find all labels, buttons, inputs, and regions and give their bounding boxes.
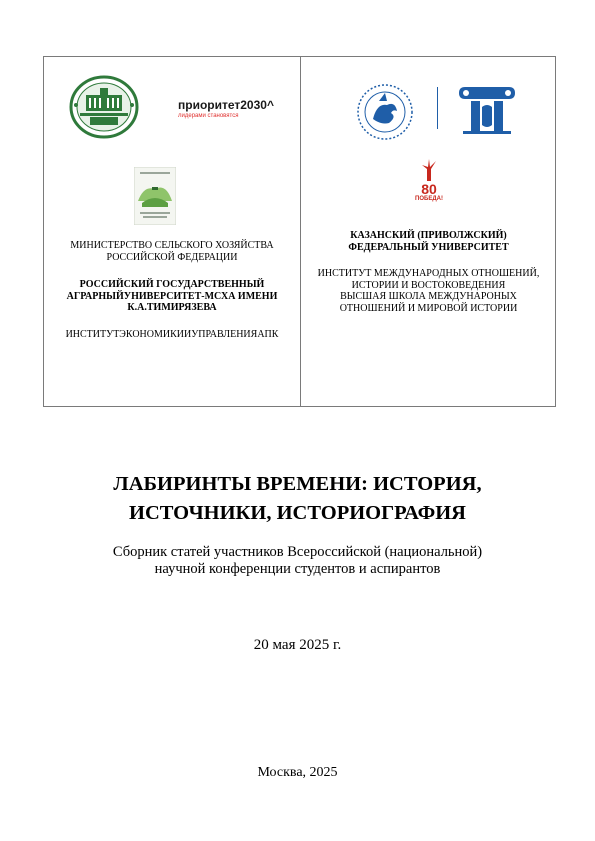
collection-subtitle-line-2: научной конференции студентов и аспирантов	[154, 561, 441, 577]
kazan-federal-university-logo-icon	[351, 83, 423, 141]
priority-2030-logo	[178, 99, 290, 120]
ministry-line-1: МИНИСТЕРСТВО СЕЛЬСКОГО ХОЗЯЙСТВА	[70, 240, 274, 251]
left-institute-name: ИНСТИТУТЭКОНОМИКИИУПРАВЛЕНИЯАПК	[65, 329, 279, 340]
victory-80-logo	[409, 157, 449, 203]
collection-title	[40, 470, 555, 528]
conference-date: 20 мая 2025 г.	[253, 637, 342, 653]
timiryazev-academy-seal-icon	[68, 75, 140, 139]
right-institute-name	[301, 268, 556, 314]
collection-subtitle-line-1: Сборник статей участников Всероссийской (национальной)	[112, 544, 483, 560]
victory-80-number: 80	[421, 181, 437, 197]
conference-emblem-icon	[134, 167, 176, 225]
right-university-line-2: ФЕДЕРАЛЬНЫЙ УНИВЕРСИТЕТ	[348, 241, 509, 253]
left-university-name	[44, 279, 300, 314]
ministry-line-2: РОССИЙСКОЙ ФЕДЕРАЦИИ	[106, 251, 238, 263]
left-university-line-1: РОССИЙСКИЙ ГОСУДАРСТВЕННЫЙ	[79, 279, 265, 290]
publication-city-year: Москва, 2025	[257, 765, 338, 780]
left-university-line-3: К.А.ТИМИРЯЗЕВА	[127, 302, 217, 313]
priority-2030-logo-sub: лидерами становятся	[178, 113, 239, 119]
right-school-line-1: ВЫСШАЯ ШКОЛА МЕЖДУНАРОНЫХ	[340, 291, 517, 302]
collection-subtitle	[40, 544, 555, 578]
left-organization-cell	[44, 57, 300, 406]
collection-title-line-1: ЛАБИРИНТЫ ВРЕМЕНИ: ИСТОРИЯ,	[113, 473, 482, 495]
right-organization-cell	[301, 57, 556, 406]
victory-80-word: ПОБЕДА!	[415, 196, 443, 202]
right-institute-line-2: ИСТОРИИ И ВОСТОКОВЕДЕНИЯ	[351, 279, 506, 291]
right-university-name	[301, 230, 556, 253]
right-school-line-2: ОТНОШЕНИЙ И МИРОВОЙ ИСТОРИИ	[339, 302, 518, 314]
kfu-logo-separator	[437, 87, 438, 129]
ministry-name	[44, 240, 300, 263]
collection-title-line-2: ИСТОЧНИКИ, ИСТОРИОГРАФИЯ	[129, 502, 466, 524]
institute-column-logo-icon	[457, 85, 517, 135]
motherland-statue-icon	[416, 157, 442, 183]
priority-2030-logo-main: приоритет2030^	[178, 98, 274, 112]
organizations-table	[43, 56, 556, 407]
right-institute-line-1: ИНСТИТУТ МЕЖДУНАРОДНЫХ ОТНОШЕНИЙ,	[317, 268, 540, 279]
left-university-line-2: АГРАРНЫЙУНИВЕРСИТЕТ-МСХА ИМЕНИ	[66, 290, 278, 302]
right-university-line-1: КАЗАНСКИЙ (ПРИВОЛЖСКИЙ)	[350, 230, 507, 241]
